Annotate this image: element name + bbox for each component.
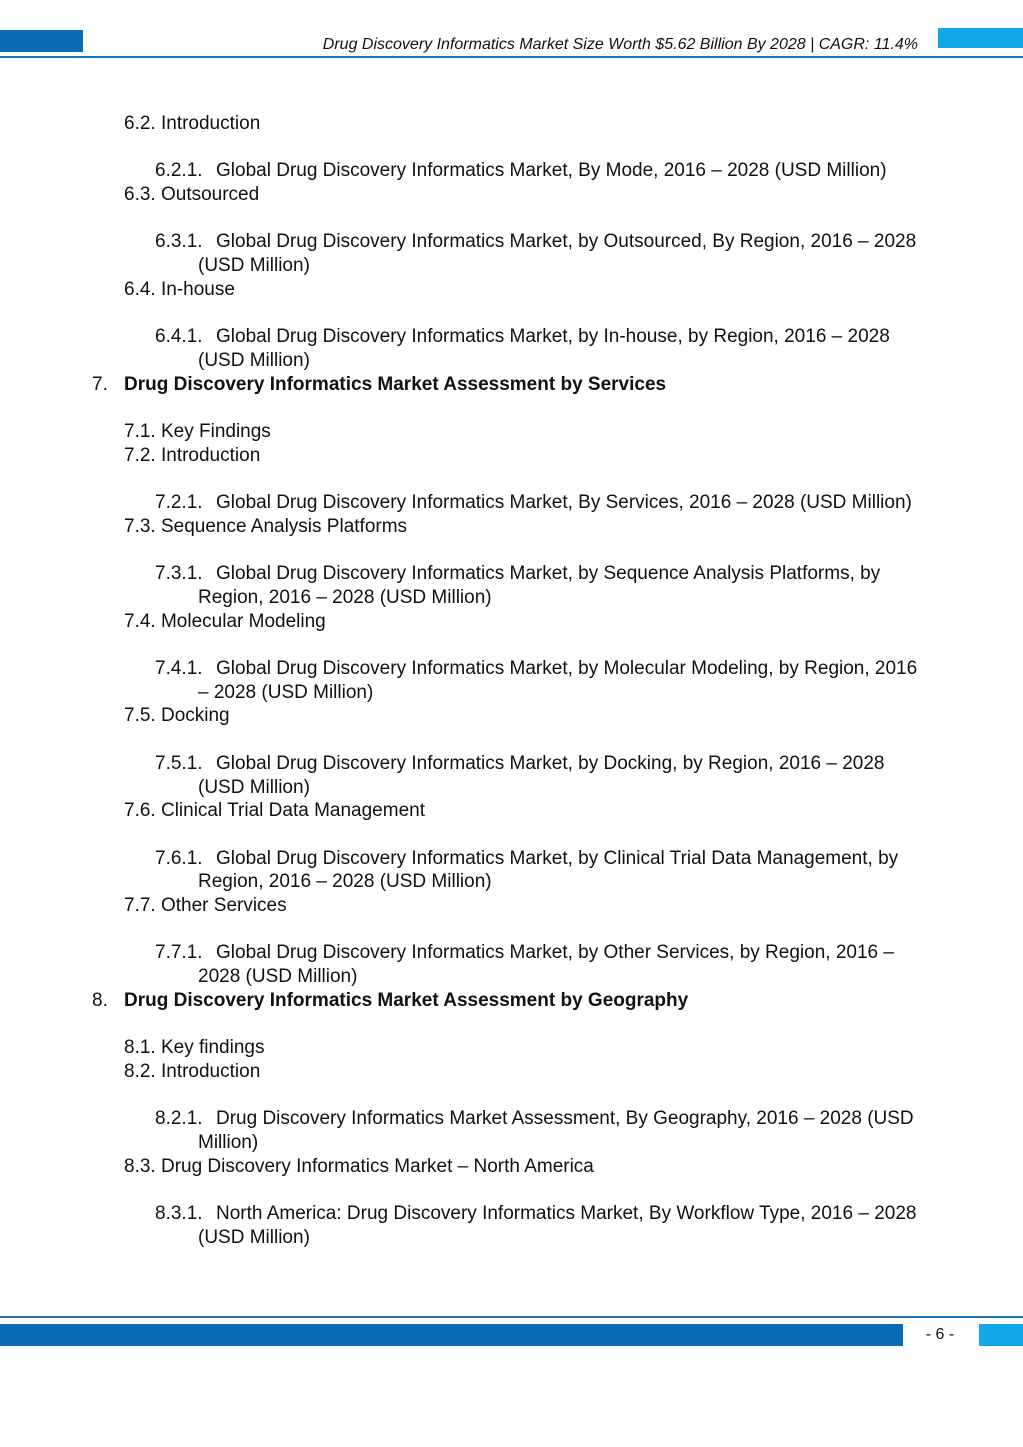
toc-chapter: [0, 373, 1023, 397]
footer-bar: [0, 1324, 903, 1346]
toc-entry: [0, 610, 1023, 634]
toc-entry: [0, 1202, 926, 1249]
toc-entry: [0, 515, 1023, 539]
toc-entry-text: Global Drug Discovery Informatics Market, by Outsourced, By Region, 2016 – 2028 (USD Million): [198, 231, 917, 277]
toc-entry: [0, 325, 926, 372]
toc-chapter-title: Drug Discovery Informatics Market Assessment by Services: [124, 373, 667, 395]
page-number: - 6 -: [925, 1326, 955, 1343]
toc-chapter: [0, 989, 1023, 1013]
toc-chapter-number: 7.: [92, 373, 108, 395]
toc-entry-number: 7.2.1.: [155, 492, 203, 514]
toc-entry-number: 7.6.1.: [155, 847, 203, 869]
toc-entry-text: 7.2. Introduction: [124, 444, 261, 466]
toc-entry-number: 6.3.1.: [155, 231, 203, 253]
toc-entry-text: North America: Drug Discovery Informatics Market, By Workflow Type, 2016 – 2028 (USD Million): [198, 1203, 917, 1248]
toc-entry: [0, 941, 926, 988]
header-rule: [0, 56, 1023, 58]
header-right-bar: [938, 28, 1023, 48]
toc-entry: [0, 847, 926, 894]
toc-entry-text: Global Drug Discovery Informatics Market, by Docking, by Region, 2016 – 2028 (USD Million): [198, 752, 885, 798]
toc-entry: [0, 799, 1023, 823]
toc-entry-number: 8.3.1.: [155, 1203, 203, 1225]
toc-chapter-number: 8.: [92, 989, 108, 1011]
toc-entry-text: 8.2. Introduction: [124, 1060, 261, 1082]
toc-entry: [0, 1107, 926, 1154]
footer-rule: [0, 1316, 1023, 1318]
toc-entry-text: 7.3. Sequence Analysis Platforms: [124, 515, 408, 537]
toc-entry-text: 7.6. Clinical Trial Data Management: [124, 800, 425, 822]
toc-entry-text: 7.4. Molecular Modeling: [124, 610, 326, 632]
toc-entry: [0, 562, 926, 609]
toc-entry-text: Global Drug Discovery Informatics Market, By Mode, 2016 – 2028 (USD Million): [216, 160, 887, 182]
toc-entry: [0, 491, 926, 515]
toc-entry-text: 6.3. Outsourced: [124, 184, 260, 206]
toc-entry: [0, 444, 1023, 468]
toc-entry-text: Global Drug Discovery Informatics Market, by Other Services, by Region, 2016 – 2028 (USD Million): [198, 942, 894, 988]
toc-entry-text: 7.7. Other Services: [124, 895, 287, 917]
toc-chapter-title: Drug Discovery Informatics Market Assessment by Geography: [124, 989, 689, 1011]
toc-entry-text: Global Drug Discovery Informatics Market, by In-house, by Region, 2016 – 2028 (USD Million): [198, 326, 890, 371]
toc-entry-text: 6.2. Introduction: [124, 113, 261, 134]
toc-entry-text: Global Drug Discovery Informatics Market, By Services, 2016 – 2028 (USD Million): [216, 492, 912, 514]
toc-entry: [0, 657, 926, 704]
table-of-contents: [0, 112, 1023, 1250]
toc-entry-number: 7.7.1.: [155, 942, 203, 964]
toc-entry-text: Drug Discovery Informatics Market Assessment, By Geography, 2016 – 2028 (USD Million): [198, 1108, 914, 1154]
toc-entry: [0, 752, 926, 799]
toc-entry-text: Global Drug Discovery Informatics Market, by Clinical Trial Data Management, by Region, 2016 – 2028 (USD Million): [198, 847, 899, 893]
toc-entry-text: 7.5. Docking: [124, 705, 230, 727]
toc-entry: [0, 112, 1023, 136]
toc-entry: [0, 704, 1023, 728]
toc-entry: [0, 420, 1023, 444]
toc-entry: [0, 230, 926, 277]
toc-entry: [0, 159, 926, 183]
toc-entry-text: 8.3. Drug Discovery Informatics Market – North America: [124, 1155, 594, 1177]
header-title: Drug Discovery Informatics Market Size Worth $5.62 Billion By 2028 | CAGR: 11.4%: [322, 36, 918, 53]
toc-entry-text: 6.4. In-house: [124, 278, 235, 300]
toc-entry: [0, 894, 1023, 918]
toc-entry-text: 7.1. Key Findings: [124, 421, 271, 443]
toc-entry: [0, 1155, 1023, 1179]
toc-entry-number: 7.5.1.: [155, 752, 203, 774]
toc-entry-number: 6.2.1.: [155, 160, 203, 182]
toc-entry-number: 8.2.1.: [155, 1108, 203, 1130]
toc-entry: [0, 1036, 1023, 1060]
footer-right-bar: [979, 1324, 1023, 1346]
toc-entry-number: 7.3.1.: [155, 563, 203, 585]
toc-entry-text: Global Drug Discovery Informatics Market, by Molecular Modeling, by Region, 2016 – 2028 (USD Million): [198, 658, 918, 703]
toc-entry: [0, 183, 1023, 207]
toc-entry-number: 6.4.1.: [155, 326, 203, 348]
toc-entry-text: Global Drug Discovery Informatics Market, by Sequence Analysis Platforms, by Region, 2016 – 2028 (USD Million): [198, 563, 881, 608]
toc-entry-number: 7.4.1.: [155, 658, 203, 680]
toc-entry: [0, 278, 1023, 302]
toc-entry: [0, 1060, 1023, 1084]
toc-entry-text: 8.1. Key findings: [124, 1037, 265, 1059]
